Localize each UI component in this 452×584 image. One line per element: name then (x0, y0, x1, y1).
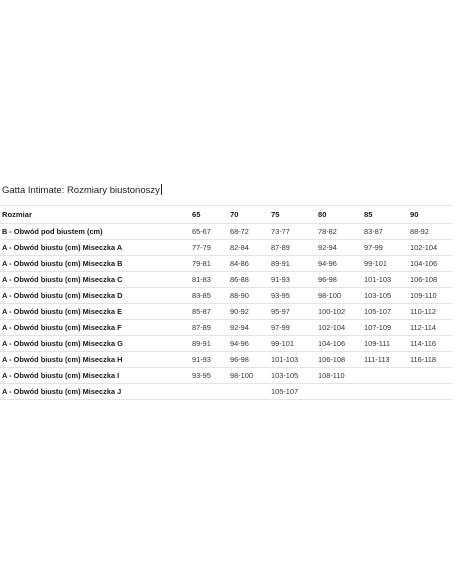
size-value-cell: 88-90 (228, 288, 269, 304)
row-label: A - Obwód biustu (cm) Miseczka F (0, 320, 190, 336)
size-value-cell: 107-109 (362, 320, 408, 336)
size-value-cell: 106-108 (408, 272, 452, 288)
size-value-cell: 83-85 (190, 288, 228, 304)
size-value-cell: 97-99 (269, 320, 316, 336)
row-label: A - Obwód biustu (cm) Miseczka J (0, 384, 190, 400)
row-label: A - Obwód biustu (cm) Miseczka C (0, 272, 190, 288)
size-value-cell: 99-101 (362, 256, 408, 272)
size-value-cell: 92-94 (228, 320, 269, 336)
size-value-cell: 94-96 (228, 336, 269, 352)
size-value-cell: 77-79 (190, 240, 228, 256)
size-value-cell: 87-89 (269, 240, 316, 256)
size-chart-body (0, 224, 452, 400)
size-chart-header (0, 206, 452, 224)
table-row (0, 368, 452, 384)
size-value-cell: 78-82 (316, 224, 362, 240)
size-value-cell: 100-102 (316, 304, 362, 320)
size-value-cell: 110-112 (408, 304, 452, 320)
size-value-cell: 85-87 (190, 304, 228, 320)
size-value-cell: 89-91 (269, 256, 316, 272)
header-cell-80: 80 (316, 206, 362, 224)
header-cell-85: 85 (362, 206, 408, 224)
size-chart-table (0, 205, 452, 400)
text-caret (161, 184, 162, 195)
size-value-cell: 95-97 (269, 304, 316, 320)
size-value-cell: 81-83 (190, 272, 228, 288)
size-value-cell: 105-107 (362, 304, 408, 320)
header-cell-75: 75 (269, 206, 316, 224)
size-value-cell: 102-104 (316, 320, 362, 336)
size-value-cell: 96-98 (316, 272, 362, 288)
table-row (0, 224, 452, 240)
page-title-text: Gatta Intimate: Rozmiary biustonoszy (2, 185, 160, 196)
size-value-cell: 104-106 (408, 256, 452, 272)
size-value-cell (408, 368, 452, 384)
size-value-cell: 93-95 (269, 288, 316, 304)
row-label: A - Obwód biustu (cm) Miseczka B (0, 256, 190, 272)
row-label: A - Obwód biustu (cm) Miseczka D (0, 288, 190, 304)
size-value-cell: 109-110 (408, 288, 452, 304)
size-value-cell: 109-111 (362, 336, 408, 352)
size-value-cell: 92-94 (316, 240, 362, 256)
size-value-cell (316, 384, 362, 400)
size-value-cell (408, 384, 452, 400)
size-value-cell: 97-99 (362, 240, 408, 256)
page-title (2, 184, 162, 196)
size-value-cell: 79-81 (190, 256, 228, 272)
size-value-cell: 108-110 (316, 368, 362, 384)
size-value-cell: 101-103 (269, 352, 316, 368)
size-value-cell: 93-95 (190, 368, 228, 384)
size-value-cell: 82-84 (228, 240, 269, 256)
size-value-cell: 88-92 (408, 224, 452, 240)
size-value-cell (228, 384, 269, 400)
size-value-cell: 65-67 (190, 224, 228, 240)
size-value-cell: 94-96 (316, 256, 362, 272)
size-value-cell (362, 368, 408, 384)
size-value-cell: 112-114 (408, 320, 452, 336)
table-row (0, 288, 452, 304)
size-value-cell: 90-92 (228, 304, 269, 320)
table-row (0, 256, 452, 272)
size-value-cell: 106-108 (316, 352, 362, 368)
size-value-cell: 103-105 (362, 288, 408, 304)
size-value-cell: 111-113 (362, 352, 408, 368)
table-row (0, 320, 452, 336)
size-value-cell: 86-88 (228, 272, 269, 288)
size-value-cell: 103-105 (269, 368, 316, 384)
size-value-cell: 104-106 (316, 336, 362, 352)
header-row (0, 206, 452, 224)
size-value-cell (190, 384, 228, 400)
row-label: A - Obwód biustu (cm) Miseczka I (0, 368, 190, 384)
row-label: A - Obwód biustu (cm) Miseczka A (0, 240, 190, 256)
table-row (0, 352, 452, 368)
header-cell-65: 65 (190, 206, 228, 224)
table-row (0, 240, 452, 256)
table-row (0, 304, 452, 320)
row-label: A - Obwód biustu (cm) Miseczka G (0, 336, 190, 352)
size-value-cell: 87-89 (190, 320, 228, 336)
row-label: A - Obwód biustu (cm) Miseczka E (0, 304, 190, 320)
table-row (0, 384, 452, 400)
size-value-cell: 102-104 (408, 240, 452, 256)
size-value-cell: 101-103 (362, 272, 408, 288)
size-value-cell: 91-93 (190, 352, 228, 368)
size-value-cell (362, 384, 408, 400)
row-label: B - Obwód pod biustem (cm) (0, 224, 190, 240)
header-cell-90: 90 (408, 206, 452, 224)
size-value-cell: 91-93 (269, 272, 316, 288)
header-cell-label: Rozmiar (0, 206, 190, 224)
size-value-cell: 105-107 (269, 384, 316, 400)
row-label: A - Obwód biustu (cm) Miseczka H (0, 352, 190, 368)
size-value-cell: 84-86 (228, 256, 269, 272)
size-value-cell: 96-98 (228, 352, 269, 368)
size-value-cell: 68-72 (228, 224, 269, 240)
table-row (0, 272, 452, 288)
size-value-cell: 99-101 (269, 336, 316, 352)
size-value-cell: 98-100 (316, 288, 362, 304)
header-cell-70: 70 (228, 206, 269, 224)
size-value-cell: 89-91 (190, 336, 228, 352)
size-value-cell: 73-77 (269, 224, 316, 240)
table-row (0, 336, 452, 352)
size-value-cell: 98-100 (228, 368, 269, 384)
size-value-cell: 116-118 (408, 352, 452, 368)
size-value-cell: 114-116 (408, 336, 452, 352)
size-value-cell: 83-87 (362, 224, 408, 240)
